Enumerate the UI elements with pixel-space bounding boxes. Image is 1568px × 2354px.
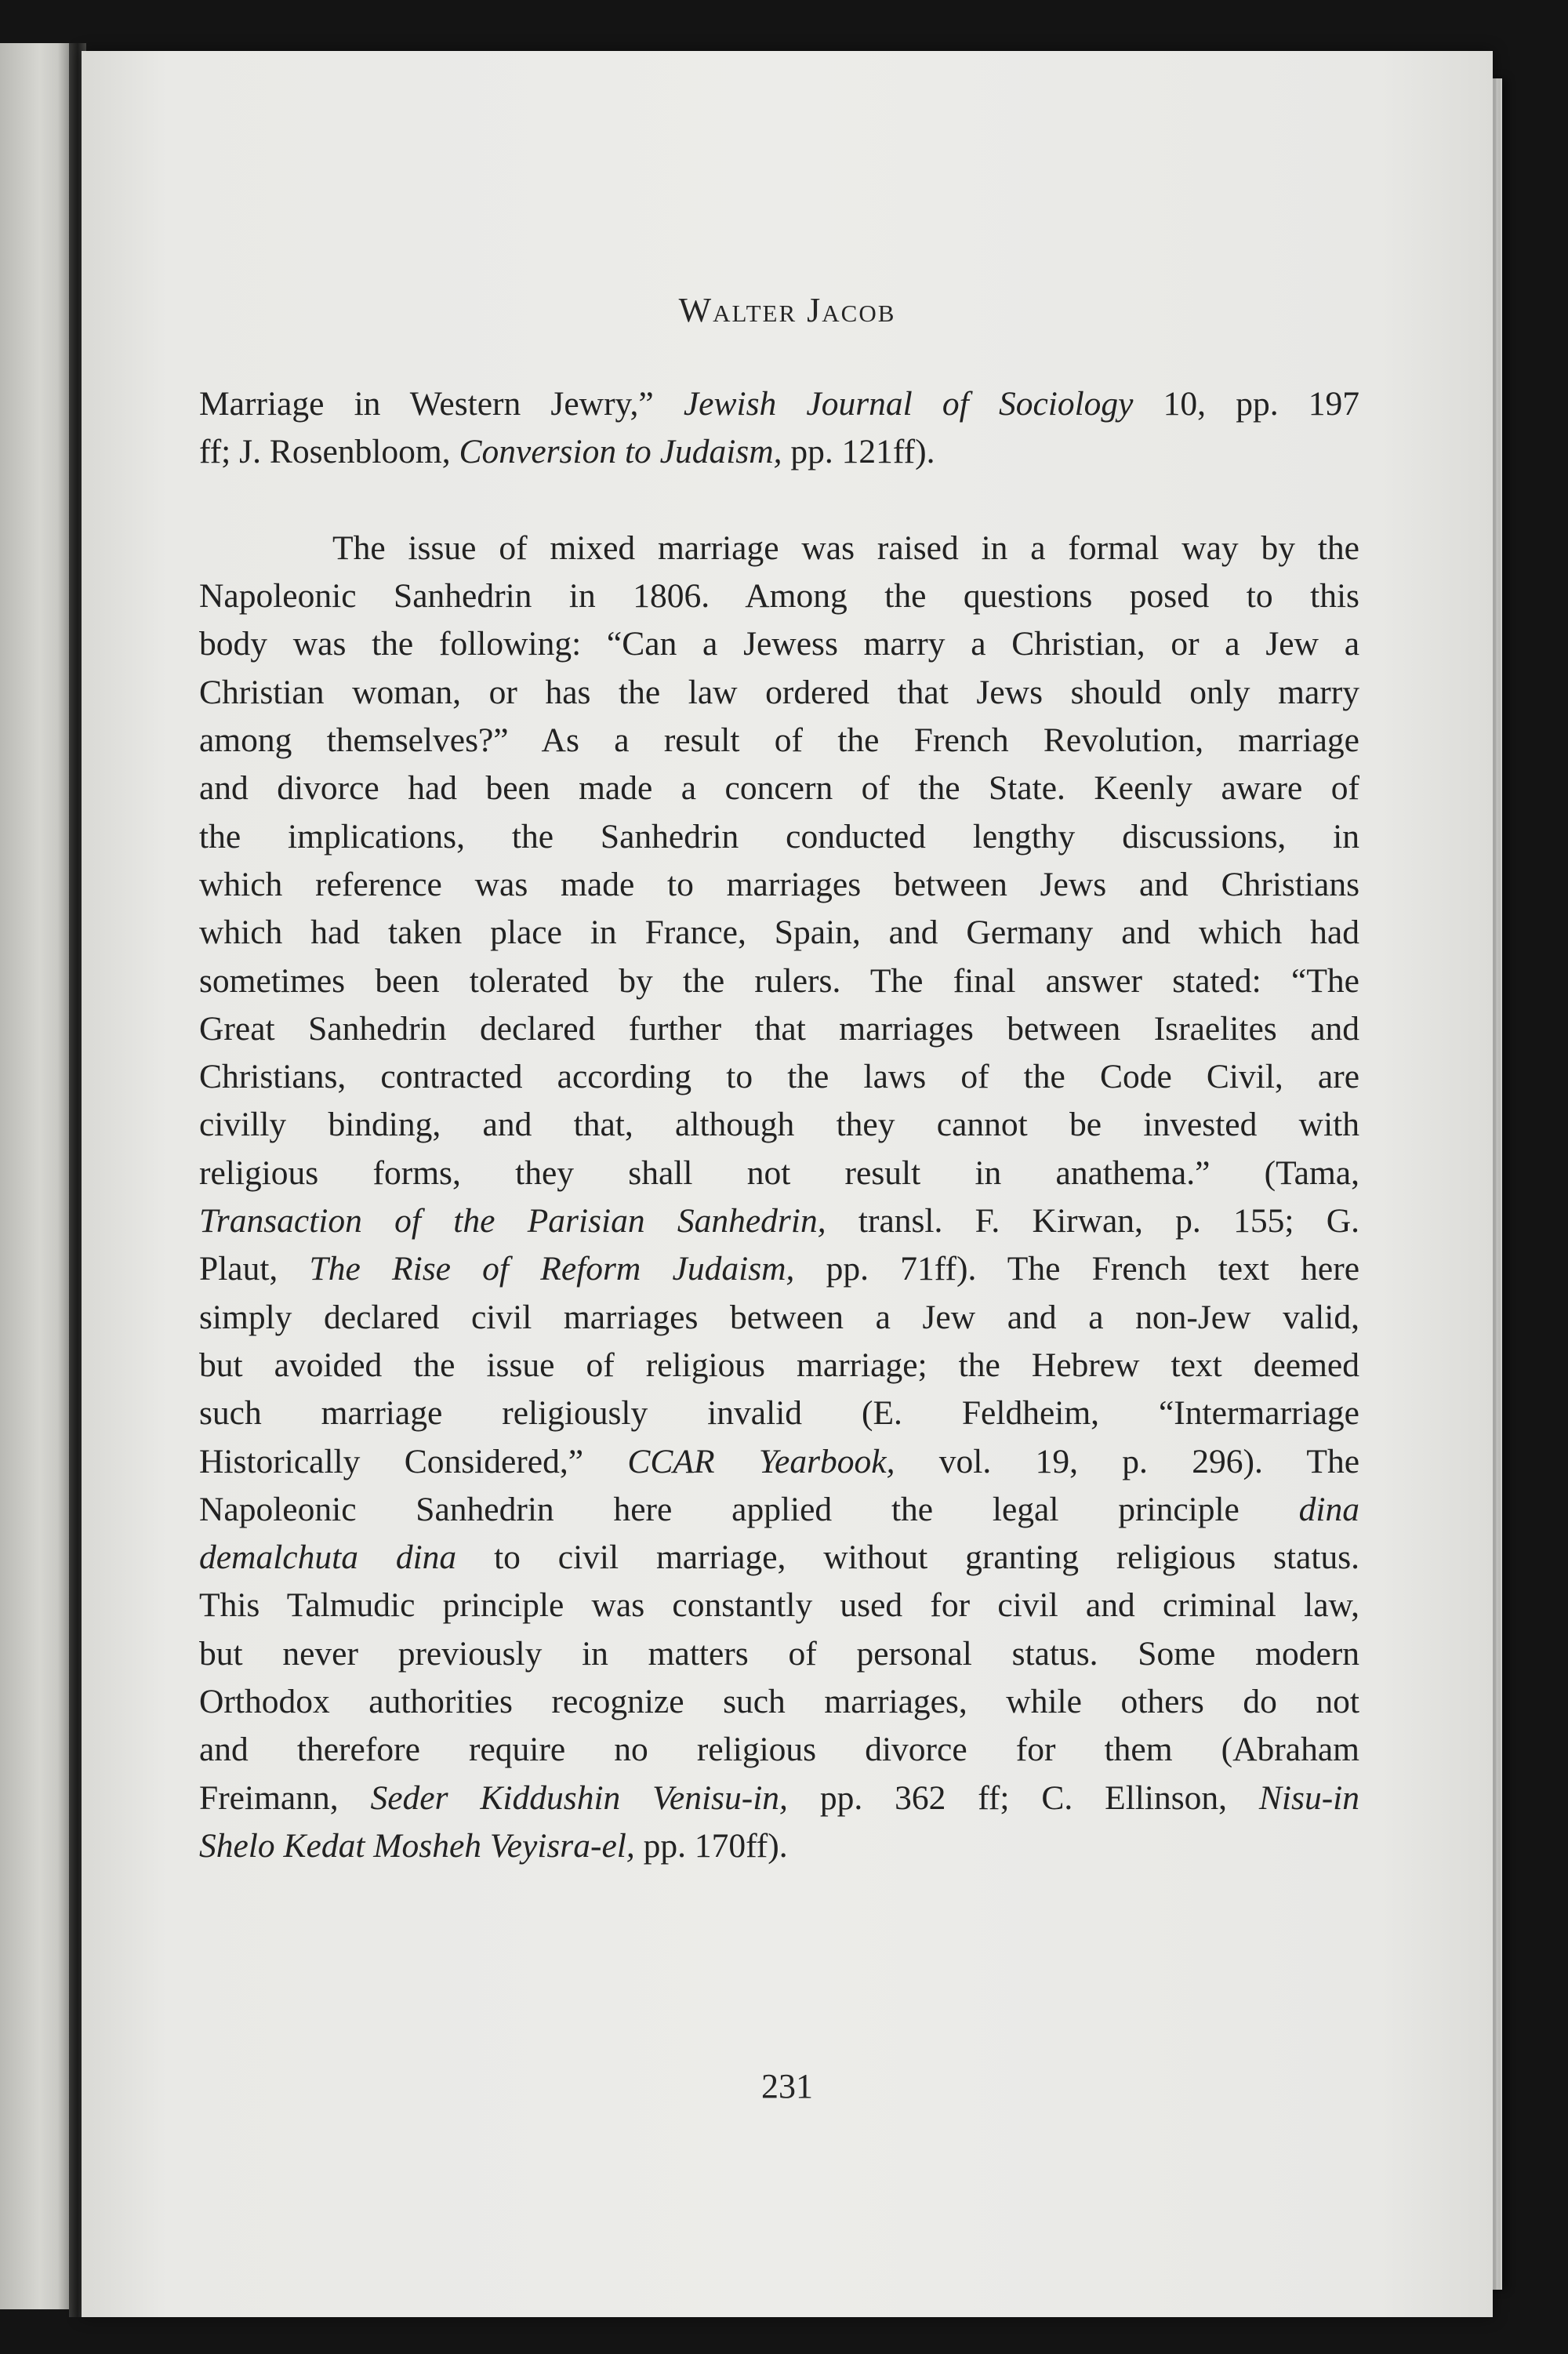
text-line: the implications, the Sanhedrin conducted lengthy discussions, in <box>199 817 1359 856</box>
text-line: Freimann, Seder Kiddushin Venisu-in, pp. 362 ff; C. Ellinson, Nisu-in <box>199 1778 1360 1817</box>
text-line: Christian woman, or has the law ordered that Jews should only marry <box>199 673 1359 711</box>
text-line: but avoided the issue of religious marriage; the Hebrew text deemed <box>199 1346 1359 1384</box>
text-line: Historically Considered,” CCAR Yearbook, vol. 19, p. 296). The <box>199 1442 1360 1480</box>
text-line: Napoleonic Sanhedrin here applied the legal principle dina <box>199 1490 1360 1528</box>
text-line: Great Sanhedrin declared further that marriages between Israelites and <box>199 1009 1359 1048</box>
text-line: demalchuta dina to civil marriage, without granting religious status. <box>199 1538 1360 1577</box>
page-text <box>199 380 1359 1870</box>
running-head: Walter Jacob <box>678 291 896 329</box>
text-line: Shelo Kedat Mosheh Veyisra-el, pp. 170ff). <box>199 1826 788 1865</box>
facing-page-edge <box>0 43 72 2309</box>
text-line: sometimes been tolerated by the rulers. The final answer stated: “The <box>199 961 1359 1000</box>
text-line: body was the following: “Can a Jewess marry a Christian, or a Jew a <box>199 625 1359 663</box>
page-number: 231 <box>761 2067 813 2105</box>
book-page <box>82 51 1493 2317</box>
text-line: among themselves?” As a result of the French Revolution, marriage <box>199 721 1359 760</box>
text-line: Orthodox authorities recognize such marriages, while others do not <box>199 1683 1359 1721</box>
text-line: The issue of mixed marriage was raised in a formal way by the <box>332 529 1359 567</box>
text-line: such marriage religiously invalid (E. Feldheim, “Intermarriage <box>199 1394 1359 1433</box>
text-line: religious forms, they shall not result in anathema.” (Tama, <box>199 1153 1359 1192</box>
text-line: and divorce had been made a concern of the State. Keenly aware of <box>199 769 1359 808</box>
text-line: Transaction of the Parisian Sanhedrin, transl. F. Kirwan, p. 155; G. <box>199 1202 1360 1241</box>
text-line: Napoleonic Sanhedrin in 1806. Among the questions posed to this <box>199 577 1359 616</box>
footnote-line: Marriage in Western Jewry,” Jewish Journal of Sociology 10, pp. 197 <box>199 385 1360 423</box>
text-line: Plaut, The Rise of Reform Judaism, pp. 71ff). The French text here <box>199 1250 1360 1288</box>
text-line: which reference was made to marriages between Jews and Christians <box>199 865 1359 903</box>
text-line: simply declared civil marriages between a Jew and a non-Jew valid, <box>199 1298 1359 1336</box>
text-line: but never previously in matters of personal status. Some modern <box>199 1634 1359 1673</box>
text-line: and therefore require no religious divorce for them (Abraham <box>199 1731 1359 1769</box>
text-line: civilly binding, and that, although they cannot be invested with <box>199 1106 1359 1144</box>
text-line: This Talmudic principle was constantly used for civil and criminal law, <box>199 1586 1359 1625</box>
text-line: which had taken place in France, Spain, and Germany and which had <box>199 914 1359 952</box>
text-line: Christians, contracted according to the laws of the Code Civil, are <box>199 1058 1359 1096</box>
paragraph-gap <box>199 477 1359 525</box>
footnote-line: ff; J. Rosenbloom, Conversion to Judaism, pp. 121ff). <box>199 433 935 471</box>
